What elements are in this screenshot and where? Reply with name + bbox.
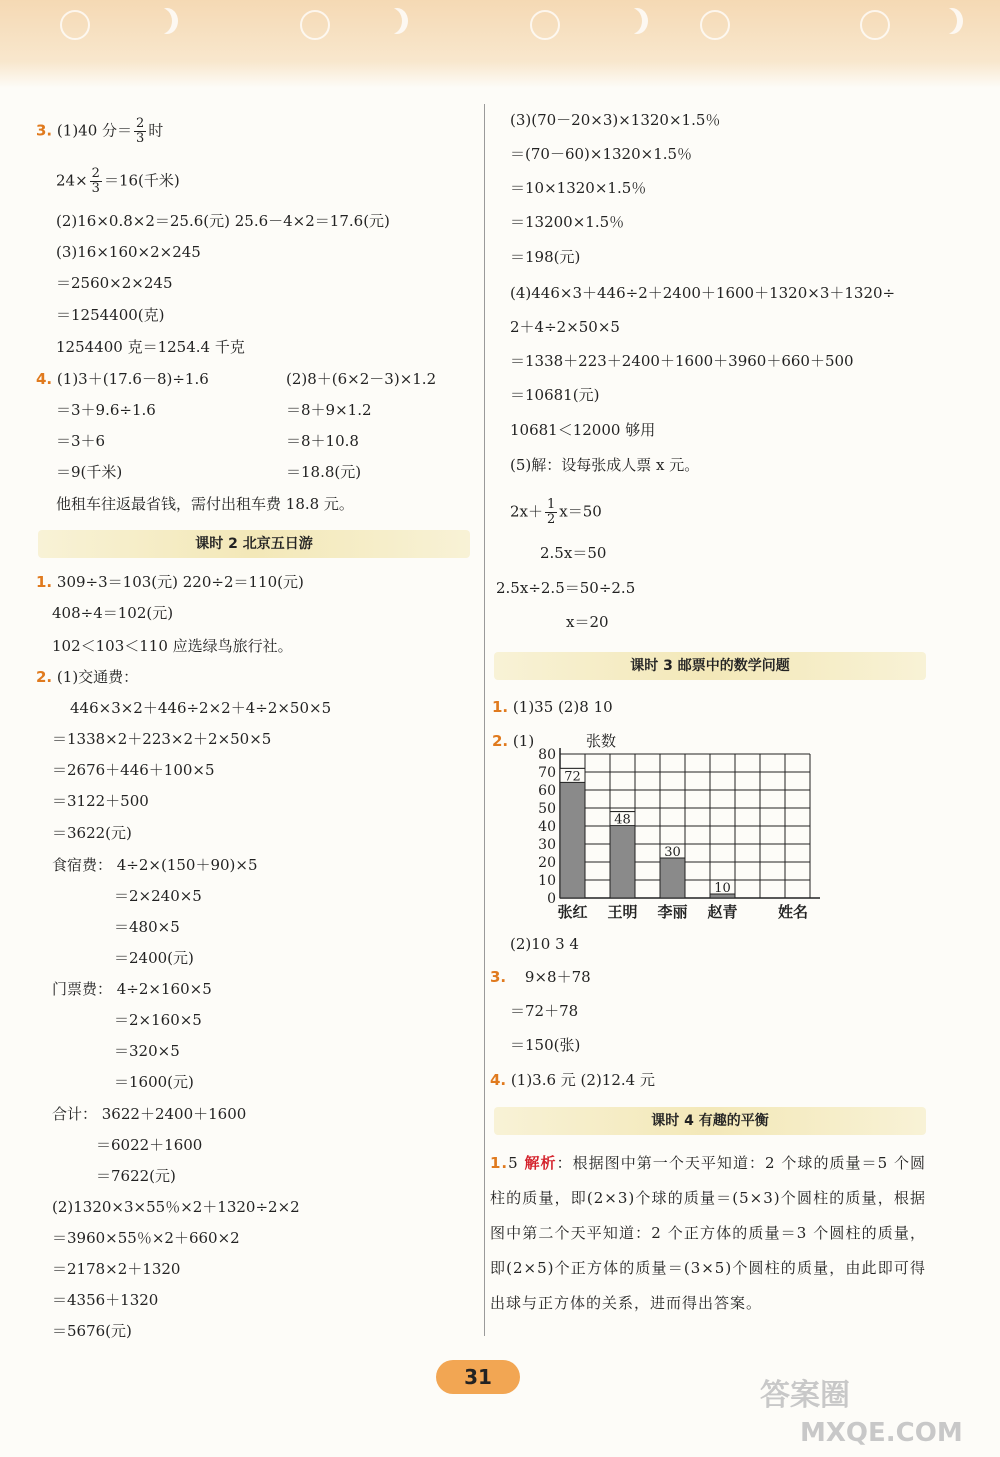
y-tick-label: 80 [538,747,556,763]
r-line8: ＝1338＋223＋2400＋1600＋3960＋660＋500 [510,352,854,370]
l2q2-line4: ＝2676＋446＋100×5 [52,761,215,779]
q4-a-line3: ＝3＋6 [56,432,106,450]
q4-b-line2: ＝8＋9×1.2 [286,401,372,419]
l2q2-line8: ＝2×240×5 [114,887,202,905]
l2q2-line16: ＝6022＋1600 [96,1136,203,1154]
lesson-2-header: 课时 2 北京五日游 [38,530,470,558]
data-label: 10 [714,881,731,896]
l2q2-line14: ＝1600(元) [114,1073,194,1091]
l3q2-line1: 2. (1) [492,732,535,750]
y-ticks [538,747,556,907]
lesson-4-header: 课时 4 有趣的平衡 [494,1107,926,1135]
l2q1-line1: 1. 309÷3＝103(元) 220÷2＝110(元) [36,573,304,591]
column-divider [484,104,485,1336]
stamp-bar-chart [520,728,820,924]
q3-line6: ＝1254400(克) [56,306,165,324]
r-line11: (5)解：设每张成人票 x 元。 [510,456,700,474]
x-tick-label: 张红 [557,903,588,921]
data-label: 72 [564,769,581,785]
q3-line3: (2)16×0.8×2＝25.6(元) 25.6－4×2＝17.6(元) [56,212,390,230]
l2q2-line12: ＝2×160×5 [114,1011,202,1029]
y-tick-label: 60 [538,783,556,799]
cloud-icon [700,10,730,40]
q3-line2: 24× $\frac{2}{3}$ ＝16(千米) [56,166,180,196]
y-tick-label: 50 [538,801,556,817]
chart-bars [560,768,735,898]
l2q2-line19: ＝3960×55％×2＋660×2 [52,1229,240,1247]
q4-b-line1: (2)8＋(6×2－3)×1.2 [286,370,437,388]
question-number: 2. [492,732,509,750]
cloud-icon [60,10,90,40]
r-line7: 2＋4÷2×50×5 [510,318,620,336]
question-number: 1. [492,698,509,716]
y-tick-label: 70 [538,765,556,781]
r-line6: (4)446×3＋446÷2＋2400＋1600＋1320×3＋1320÷ [510,284,896,302]
l2q1-line2: 408÷4＝102(元) [52,604,174,622]
l2q2-line18: (2)1320×3×55％×2＋1320÷2×2 [52,1198,300,1216]
y-tick-label: 20 [538,855,556,871]
watermark-url: MXQE.COM [800,1418,963,1448]
moon-icon [620,8,642,34]
header-banner [0,0,1000,88]
l2q2-line21: ＝4356＋1320 [52,1291,159,1309]
r-line13: 2.5x＝50 [540,544,607,562]
q3-line1: 3. (1)40 分＝ $\frac{2}{3}$ 时 [36,116,164,146]
analysis-tag: 解析 [524,1154,557,1172]
l2q1-line3: 102＜103＜110 应选绿鸟旅行社。 [52,637,293,655]
r-line12: 2x＋ $\frac{1}{2}$ x＝50 [510,497,602,527]
q4-b-line4: ＝18.8(元) [286,463,362,481]
q4-line1: 4. (1)3＋(17.6－8)÷1.6 [36,370,209,388]
question-number: 1. [36,573,53,591]
lesson-3-header: 课时 3 邮票中的数学问题 [494,652,926,680]
moon-icon [935,8,957,34]
fraction: $\frac{2}{3}$ [136,116,145,146]
y-tick-label: 40 [538,819,556,835]
fraction: $\frac{2}{3}$ [91,166,100,196]
r-line9: ＝10681(元) [510,386,600,404]
y-tick-label: 10 [538,873,556,889]
r-line14: 2.5x÷2.5＝50÷2.5 [496,579,636,597]
l2q2-line10: ＝2400(元) [114,949,194,967]
l4q1-answer: 1.5 解析：根据图中第一个天平知道：2 个球的质量＝5 个圆柱的质量，即(2×3)个球的质量＝(5×3)个圆柱的质量，根据图中第二个天平知道：2 个正方体的质量＝3 个圆柱的质量，即(2×5)个正方体的质量＝(3×5)个圆柱的质量，由此即可得出球与正方体的关系，进而得出答案。 [490,1154,926,1312]
l3q3-line2: ＝72＋78 [510,1002,579,1020]
l2q2-line1: 2. (1)交通费： [36,668,139,686]
r-line1: (3)(70－20×3)×1320×1.5％ [510,111,721,129]
l3q2-line2: (2)10 3 4 [510,935,579,953]
y-tick-label: 30 [538,837,556,853]
moon-icon [150,8,172,34]
q4-a-line4: ＝9(千米) [56,463,123,481]
l2q2-line15: 合计： 3622＋2400＋1600 [52,1105,247,1123]
x-ticks [557,903,737,921]
r-line3: ＝10×1320×1.5％ [510,179,647,197]
moon-icon [380,8,402,34]
l2q2-line22: ＝5676(元) [52,1322,132,1340]
y-tick-label: 0 [547,891,556,907]
l2q2-line6: ＝3622(元) [52,824,132,842]
l2q2-line5: ＝3122＋500 [52,792,149,810]
x-tick-label: 李丽 [657,903,688,921]
x-tick-label: 赵青 [707,903,738,921]
y-axis-label: 张数 [586,732,617,750]
l2q2-line20: ＝2178×2＋1320 [52,1260,181,1278]
l3q1-line: 1. (1)35 (2)8 10 [492,698,613,716]
l2q2-line7: 食宿费： 4÷2×(150＋90)×5 [52,856,258,874]
x-tick-label: 王明 [607,903,638,921]
cloud-icon [300,10,330,40]
l2q2-line13: ＝320×5 [114,1042,180,1060]
l2q2-line9: ＝480×5 [114,918,180,936]
watermark-logo: 答案圈 [760,1378,850,1413]
l3q4-line: 4. (1)3.6 元 (2)12.4 元 [490,1071,655,1089]
data-label: 48 [614,812,631,828]
r-line15: x＝20 [566,613,609,631]
question-number: 3. [490,968,507,986]
fraction: $\frac{1}{2}$ [547,497,556,527]
question-number: 2. [36,668,53,686]
page-number: 31 [436,1360,520,1394]
q3-line5: ＝2560×2×245 [56,274,173,292]
l3q3-line3: ＝150(张) [510,1036,581,1054]
r-line4: ＝13200×1.5％ [510,213,625,231]
question-number: 3. [36,121,53,140]
q4-conclusion: 他租车往返最省钱，需付出租车费 18.8 元。 [56,495,354,513]
r-line5: ＝198(元) [510,248,581,266]
q4-a-line2: ＝3＋9.6÷1.6 [56,401,156,419]
r-line10: 10681＜12000 够用 [510,421,656,439]
r-line2: ＝(70－60)×1320×1.5％ [510,145,693,163]
cloud-icon [860,10,890,40]
l2q2-line3: ＝1338×2＋223×2＋2×50×5 [52,730,272,748]
q4-b-line3: ＝8＋10.8 [286,432,359,450]
question-number: 4. [36,370,53,388]
question-number: 1. [490,1154,509,1172]
question-number: 4. [490,1071,507,1089]
cloud-icon [530,10,560,40]
l3q3-line1: 3. 9×8＋78 [490,968,591,986]
q3-line4: (3)16×160×2×245 [56,243,201,261]
l2q2-line17: ＝7622(元) [96,1167,176,1185]
q3-line7: 1254400 克＝1254.4 千克 [56,338,245,356]
bar [560,768,585,898]
l2q2-line11: 门票费： 4÷2×160×5 [52,980,212,998]
x-axis-label: 姓名 [778,903,809,921]
data-label: 30 [664,845,681,860]
l2q2-line2: 446×3×2＋446÷2×2＋4÷2×50×5 [70,699,332,717]
chart-grid [560,748,820,898]
